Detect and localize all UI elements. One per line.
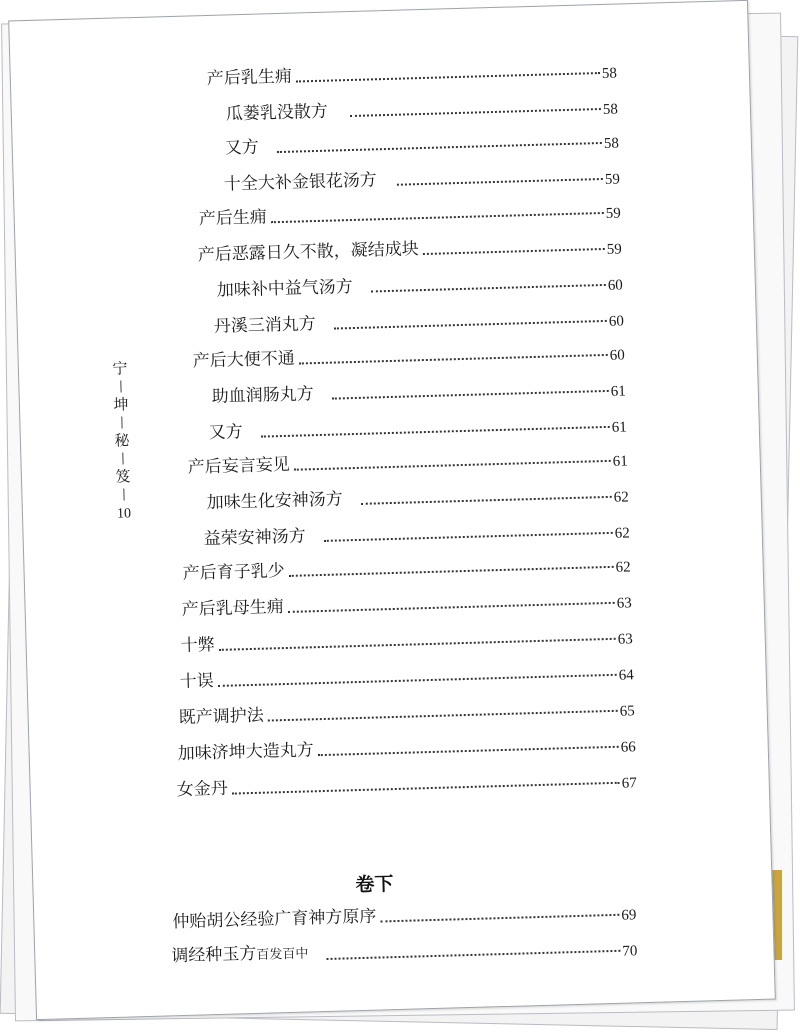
divider: [120, 381, 121, 393]
toc-entry-title: 产后恶露日久不散，凝结成块: [197, 239, 420, 266]
toc-entry[interactable]: [178, 694, 634, 729]
toc-entry-page: 61: [610, 383, 627, 400]
toc-entry-page: 63: [617, 631, 633, 648]
page-number: 10: [116, 506, 132, 522]
toc-entry-title: 十全大补金银花汤方: [223, 170, 378, 195]
toc-entry[interactable]: [172, 898, 636, 933]
toc-entry-title: 又方: [208, 422, 244, 444]
toc-entry-page: 69: [621, 907, 637, 924]
divider: [121, 417, 122, 429]
toc-entry-title: 丹溪三消丸方: [213, 314, 317, 337]
toc-entry-page: 58: [602, 101, 619, 118]
dot-leader: [324, 532, 613, 542]
dot-leader: [296, 72, 600, 82]
toc-entry-title: 加味补中益气汤方: [216, 277, 354, 301]
toc-entry-page: 59: [606, 241, 623, 258]
dot-leader: [334, 320, 607, 330]
section-heading: 卷下: [355, 873, 394, 897]
toc-entry-title: 加味生化安神汤方: [206, 489, 343, 514]
toc-entry[interactable]: [226, 93, 618, 126]
toc-entry-page: 66: [620, 739, 636, 756]
dot-leader: [294, 460, 611, 471]
toc-entry-title: 助血润肠丸方: [211, 384, 315, 407]
running-header-char: 秘: [114, 431, 130, 450]
toc-entry-title: 产后大便不通: [192, 348, 296, 372]
toc-entry-title: 产后乳生痈: [206, 66, 293, 89]
toc-entry-page: 61: [611, 419, 628, 436]
divider: [123, 488, 124, 500]
toc-entry-page: 60: [608, 313, 625, 330]
dot-leader: [268, 710, 618, 722]
dot-leader: [397, 178, 603, 186]
dot-leader: [318, 746, 619, 756]
toc-entry-title: 益荣安神汤方: [203, 526, 306, 550]
toc-entry-page: 65: [619, 703, 635, 720]
toc-entry[interactable]: [179, 658, 633, 693]
toc-entry-page: 62: [613, 489, 629, 506]
toc-entry-page: 61: [612, 453, 628, 470]
toc-entry-title-main: 调经种玉方: [171, 943, 257, 967]
toc-entry-page: 67: [621, 775, 637, 792]
dot-leader: [261, 426, 610, 438]
toc-entry[interactable]: [187, 444, 627, 478]
toc-page: [8, 0, 776, 1020]
toc-entry-page: 59: [604, 171, 621, 188]
toc-entry-title: 瓜蒌乳没散方: [225, 101, 329, 125]
dot-leader: [326, 950, 620, 960]
toc-entry-page: 60: [609, 347, 625, 364]
toc-entry[interactable]: [211, 374, 625, 408]
dot-leader: [219, 638, 616, 651]
divider: [122, 452, 123, 464]
toc-entry-page: 70: [622, 943, 638, 960]
running-header-vertical: [109, 358, 136, 523]
dot-leader: [277, 142, 602, 153]
running-header-char: 坤: [113, 395, 129, 414]
toc-entry[interactable]: [199, 197, 621, 231]
toc-entry-title: 加味济坤大造丸方: [177, 740, 314, 765]
toc-entry[interactable]: [225, 127, 619, 160]
toc-entry-page: 60: [607, 277, 624, 294]
toc-entry[interactable]: [203, 516, 629, 550]
toc-entry[interactable]: [177, 730, 635, 765]
toc-entry-page: 62: [615, 559, 631, 576]
toc-entry[interactable]: [217, 268, 623, 301]
toc-entry[interactable]: [207, 57, 617, 90]
dot-leader: [371, 284, 606, 293]
toc-entry-page: 62: [614, 525, 630, 542]
toc-entry[interactable]: [192, 338, 624, 372]
dot-leader: [380, 914, 619, 923]
toc-entry-title: [171, 942, 309, 970]
dot-leader: [288, 602, 615, 613]
toc-entry[interactable]: [208, 410, 626, 444]
toc-entry-page: 63: [616, 595, 632, 612]
dot-leader: [271, 212, 604, 223]
toc-entry[interactable]: [206, 480, 628, 514]
toc-entry-title: 产后乳母生痈: [181, 597, 284, 620]
dot-leader: [289, 566, 614, 577]
dot-leader: [361, 496, 612, 505]
dot-leader: [232, 782, 620, 795]
toc-entry-title: 产后生痈: [198, 207, 268, 230]
toc-entry[interactable]: [181, 586, 631, 621]
dot-leader: [218, 674, 617, 687]
toc-entry[interactable]: [214, 304, 624, 337]
dot-leader: [423, 248, 605, 255]
toc-entry-page: 58: [601, 65, 618, 82]
toc-entry-title: 既产调护法: [178, 705, 264, 729]
toc-entry-title-note: 百发百中: [256, 946, 309, 963]
toc-entry[interactable]: [171, 934, 637, 969]
toc-entry[interactable]: [198, 232, 622, 266]
dot-leader: [332, 390, 609, 400]
toc-entry[interactable]: [224, 163, 620, 196]
running-header-char: 宁: [112, 359, 128, 378]
dot-leader: [299, 354, 608, 365]
toc-entry-title: 女金丹: [176, 778, 228, 801]
toc-entry[interactable]: [176, 766, 636, 801]
toc-entry-title: 又方: [224, 137, 260, 159]
table-of-contents: [9, 1, 775, 1019]
toc-entry-page: 58: [603, 135, 620, 152]
running-header-char: 笈: [115, 467, 131, 486]
toc-entry[interactable]: [182, 550, 630, 585]
toc-entry-title: 产后妄言妄见: [187, 454, 290, 478]
toc-entry-title: 仲贻胡公经验广育神方原序: [172, 906, 377, 933]
toc-entry[interactable]: [180, 622, 632, 657]
toc-entry-title: 产后育子乳少: [182, 561, 285, 584]
toc-entry-title: 十弊: [180, 635, 215, 656]
dot-leader: [350, 108, 601, 117]
toc-entry-title: 十误: [179, 671, 214, 692]
toc-entry-page: 59: [605, 205, 622, 222]
toc-entry-page: 64: [618, 667, 634, 684]
